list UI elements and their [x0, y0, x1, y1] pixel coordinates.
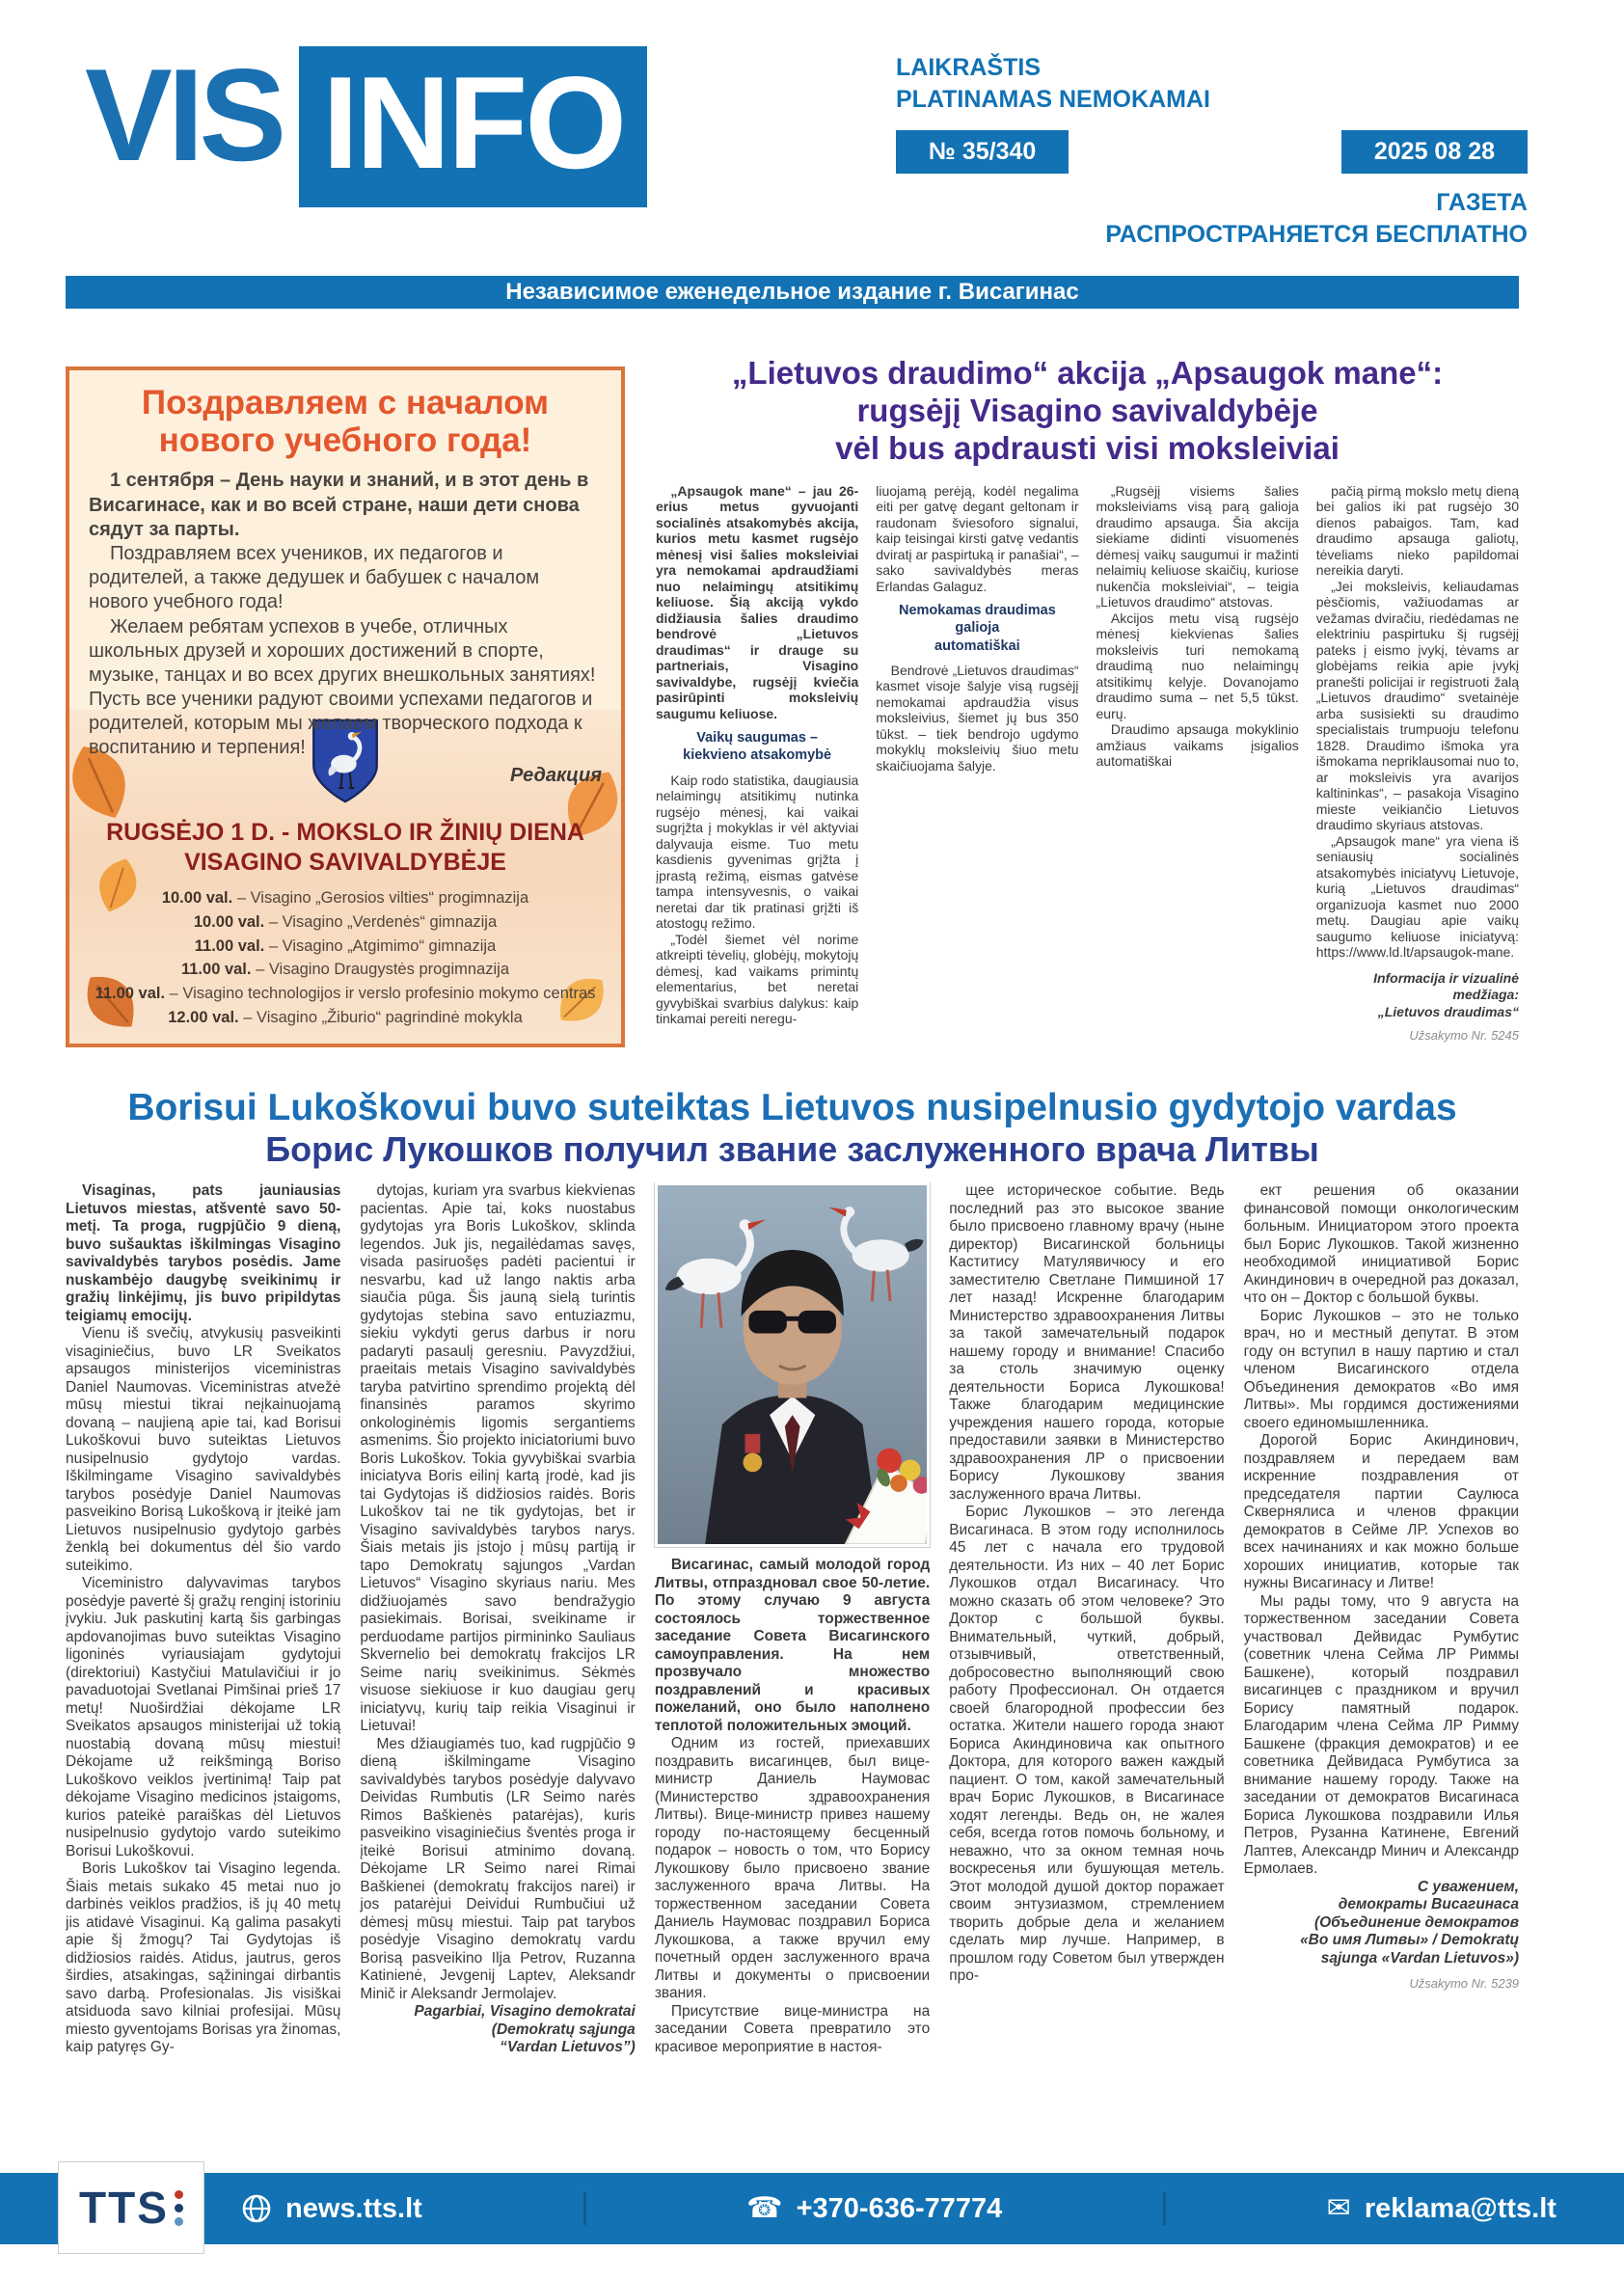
paragraph: „Apsaugok mane“ yra viena iš seniausių socialinės atsakomybės iniciatyvų Lietuvoje, kurią „Lietuvos draudimas“ organizuoja kasmet nuo 2000 metų. Daugiau apie vaikų saugumo keliuose iniciatyvą: https://www.ld.lt/apsaugok-mane.	[1315, 832, 1519, 961]
schedule-school: – Visagino „Verdenės“ gimnazija	[264, 912, 498, 931]
doctor-col5-paragraphs	[1244, 1182, 1519, 1879]
envelope-icon: ✉	[1326, 2191, 1351, 2225]
paragraph: liuojamą perėją, kodėl negalima eiti per gatvę degant geltonam ir raudonam šviesoforo signalui, kaip teisingai kirsti gatvę vedantis dviratį ar paspirtuką ir panašiai“, – sako savivaldybės meras Erlandas Galaguz.	[876, 482, 1079, 594]
globe-icon	[241, 2193, 272, 2224]
tagline-ru-line2: РАСПРОСТРАНЯЕТСЯ БЕСПЛАТНО	[1105, 220, 1528, 248]
footer-divider	[583, 2192, 586, 2225]
credit-line: „Lietuvos draudimas“	[1377, 1003, 1519, 1019]
signature-line: (Объединение демократов	[1313, 1913, 1519, 1931]
paragraph: Борис Лукошков – это не только врач, но и местный депутат. В этом году он вступил в нашу партию и стал членом Висагинского отдела Объединения демократов «Во имя Литвы». Мы гордимся достижениями своего единомышленника.	[1243, 1307, 1519, 1431]
insurance-column-3	[1096, 483, 1299, 1045]
edition-banner: Независимое еженедельное издание г. Висагинас	[66, 276, 1519, 309]
tagline-russian	[896, 187, 1528, 250]
footer-contacts	[241, 2173, 1556, 2244]
date-badge: 2025 08 28	[1341, 130, 1528, 174]
paragraph: „Todėl šiemet vėl norime atkreipti tėvelių, globėjų, mokytojų dėmesį, kad vaikams primintų elementarius, bet neretai gyvybiškai svarbius dalykus: kaip tinkamai pereiti neregu-	[656, 931, 859, 1027]
insurance-subhead-2	[876, 602, 1078, 654]
school-year-greeting-box	[66, 366, 625, 1047]
footer-bar	[0, 2173, 1624, 2244]
schedule-time: 12.00 val.	[168, 1008, 239, 1026]
signature-line: «Во имя Литвы» / Demokratų	[1300, 1932, 1519, 1949]
doctor-column-2	[360, 1182, 635, 2162]
tts-logo	[58, 2161, 204, 2254]
greeting-title-line1: Поздравляем с началом	[141, 384, 550, 421]
insurance-column-1	[656, 483, 858, 1045]
insurance-headline-line1: „Lietuvos draudimo“ akcija „Apsaugok mane“:	[731, 355, 1444, 391]
doctor-col2-paragraphs	[360, 1182, 635, 2003]
doctor-columns	[66, 1182, 1519, 2162]
paragraph: Viceministro dalyvavimas tarybos posėdyje pavertė šį gražų renginį istoriniu įvykiu. Juk paskutinį kartą šis garbingas apdovanojimas buvo suteiktas Visagino ligoninės vyriausiajam gydytojui (direktoriui) Kastyčiui Matulavičiui ir jo pavaduotojai Svetlanai Pimšinai prieš 17 metų! Nuoširdžiai dėkojame LR Sveikatos apsaugos ministerijai už tokią nuostabią dovaną mūsų miestui! Dėkojame už reikšmingą Boriso Lukoškovo veiklos įvertinimą! Taip pat dėkojame Visagino medicinos įstaigoms, kurios pateikė paraiškas dėl Lietuvos nusipelnusio gydytojo vardo suteikimo Borisui Lukoškovui.	[66, 1575, 341, 1859]
greeting-title-line2: нового учебного года!	[158, 421, 532, 460]
doctor-column-5	[1244, 1182, 1519, 2162]
credit-line: Informacija ir vizualinė medžiaga:	[1373, 969, 1519, 1003]
badge-row	[896, 130, 1528, 174]
doctor-headline-lithuanian: Borisui Lukoškovui buvo suteiktas Lietuvos nusipelnusio gydytojo vardas	[127, 1088, 1457, 1128]
paragraph: Поздравляем всех учеников, их педагогов и родителей, а также дедушек и бабушек с началом нового учебного года!	[89, 542, 540, 613]
paragraph: Присутствие вице-министра на заседании Совета превратило это красивое мероприятие в настоя-	[654, 2002, 931, 2055]
schedule-item	[69, 982, 621, 1006]
signature-line: С уважением,	[1417, 1878, 1519, 1895]
order-number: Užsakymo Nr. 5245	[1409, 1028, 1519, 1044]
greeting-lead-paragraph: 1 сентября – День науки и знаний, и в этот день в Висагинасе, как и во всей стране, наши дети снова сядут за парты.	[89, 470, 589, 540]
insurance-article	[656, 355, 1519, 1071]
greeting-title	[89, 384, 602, 459]
paragraph: Draudimo apsauga mokyklinio amžiaus vaikams įsigalios automatiškai	[1096, 721, 1299, 770]
tagline-lithuanian	[896, 52, 1528, 115]
email-contact	[1327, 2193, 1556, 2225]
logo-info-box: INFO	[299, 46, 647, 207]
signature-line: демократы Висагинаса	[1338, 1896, 1519, 1913]
schedule-school: – Visagino „Atgimimo“ gimnazija	[264, 936, 497, 955]
logo-vis-text: VIS	[85, 41, 283, 188]
phone-text: +370-636-77774	[796, 2192, 1003, 2224]
order-number: Užsakymo Nr. 5239	[1409, 1976, 1519, 1992]
paragraph: Kaip rodo statistika, daugiausia nelaimingų atsitikimų nutinka rugsėjo mėnesį, kai vaikai sugrįžta į mokyklas ir vėl aktyviai dalyvauja eisme. Tuo metu kasdienis gyvenimas grįžta į įprastą režimą, eismas gatvėse tampa intensyvesnis, o vaikai neretai dar tik pratinasi grįžti iš atostogų režimo.	[656, 772, 859, 932]
newspaper-logo	[85, 41, 647, 207]
paragraph: Одним из гостей, приехавших поздравить висагинцев, был вице-министр Даниель Наумовас (Министерство здравоохранения Литвы). Вице-министр привез нашему городу по-настоящему бесценный подарок – новость о том, что Борису Лукошкову было присвоено звание заслуженного врача Литвы. На торжественном заседании Совета Даниель Наумовас поздравил Бориса Лукошкова, а также вручил ему почетный орден заслуженного врача Литвы и документы о присвоении звания.	[654, 1735, 931, 2002]
issue-number-badge: № 35/340	[896, 130, 1069, 174]
schedule-time: 10.00 val.	[193, 912, 265, 931]
insurance-columns	[656, 483, 1519, 1045]
schedule-item	[69, 886, 621, 910]
russian-signature-block	[1244, 1879, 1519, 1968]
doctor-headline-russian: Борис Лукошков получил звание заслуженного врача Литвы	[265, 1128, 1319, 1169]
tagline-lt-line1: LAIKRAŠTIS	[896, 54, 1041, 81]
website-text: news.tts.lt	[285, 2192, 422, 2224]
doctor-article	[66, 1088, 1519, 2162]
phone-icon: ☎	[746, 2191, 783, 2225]
paragraph: „Rugsėjį visiems šalies moksleiviams visą parą galioja draudimo apsauga. Šia akcija siekiame didinti visuomenės dėmesį vaikų saugumui ir mažinti nelaimių keliuose skaičių, kuriose nukenčia moksleiviai“, – teigia „Lietuvos draudimo“ atstovas.	[1096, 482, 1299, 610]
schedule-school: – Visagino „Žiburio“ pagrindinė mokykla	[238, 1008, 523, 1026]
insurance-lead: „Apsaugok mane“ – jau 26-erius metus gyvuojanti socialinės atsakomybės akcija, kurios metu kasmet rugsėjo mėnesį visi šalies moksleiviai yra nemokamai apdraudžiami nuo nelaimingų atsitikimų keliuose. Šią akciją vykdo didžiausia šalies draudimo bendrovė „Lietuvos draudimas“ ir drauge su partneriais, Visagino savivaldybe, rugsėjį kviečia pasirūpinti moksleivių saugumu keliuose.	[656, 482, 859, 721]
doctor-col3-paragraphs	[655, 1735, 930, 2056]
schedule-time: 11.00 val.	[95, 985, 166, 1002]
schedule-item	[69, 1006, 621, 1030]
doctor-col4-paragraphs	[949, 1182, 1224, 1986]
insurance-credit	[1316, 970, 1519, 1021]
masthead-right	[896, 52, 1528, 250]
greeting-text	[69, 370, 621, 787]
lithuanian-signature-block	[360, 2003, 635, 2057]
schedule-time: 10.00 val.	[161, 889, 233, 907]
greeting-paragraphs	[89, 542, 602, 761]
paragraph: Bendrovė „Lietuvos draudimas“ kasmet visoje šalyje visą rugsėjį nemokamai apdraudžia visus moksleivius, šiemet jų bus 350 tūkst. – tiek bendrojo ugdymo mokyklų moksleivių šiuo metu skaičiuojama šalyje.	[876, 662, 1079, 773]
paragraph: Дорогой Борис Акиндинович, поздравляем и передаем вам искренние поздравления от председателя партии Саулюса Сквернялиса и членов фракции демократов в Сейме ЛР. Успехов во всех начинаниях и как можно больше хороших инициатив, которые так нужны Висагинасу и Литве!	[1243, 1432, 1519, 1592]
email-text: reklama@tts.lt	[1364, 2192, 1556, 2224]
paragraph: Борис Лукошков – это легенда Висагинаса. В этом году исполнилось 45 лет с начала его трудовой деятельности. Из них – 40 лет Борис Лукошков отдал Висагинасу. Что можно сказать об этом человеке? Это Доктор с большой буквы. Внимательный, чуткий, добрый, отзывчивый, ответственный, добросовестно выполняющий свою работу Профессионал. Он отдается своей благородной профессии без остатка. Жители нашего города знают Бориса Акиндиновича как опытного Доктора, для которого важен каждый пациент. О том, какой замечательный врач Борис Лукошков, в Висагинасе ходят легенды. Ведь он, не жалея себя, всегда готов помочь больному, и неважно, что за окном темная ночь воскресенья или бушующая метель. Этот молодой душой доктор поражает своим энтузиазмом, стремлением творить добрые дела и желанием сделать мир лучше. Например, в прошлом году Советом был утвержден про-	[949, 1504, 1225, 1985]
paragraph: Boris Lukoškov tai Visagino legenda. Šiais metais sukako 45 metai nuo jo darbinės veiklos pradžios, iš jų 40 metų jis atidavė Visaginui. Ką galima pasakyti apie šį žmogų? Tai Gydytojas iš didžiosios raidės. Atidus, jautrus, geros širdies, atsakingas, sąžiningai dirbantis savo darbą. Profesionalas. Jis visiškai atsiduoda savo kilniai profesijai. Mūsų miesto gyventojams Borisas yra žinomas, kaip patyręs Gy-	[66, 1860, 341, 2056]
subhead-line: Nemokamas draudimas galioja	[898, 603, 1056, 637]
insurance-column-2	[876, 483, 1078, 1045]
tts-logo-dots	[175, 2190, 183, 2226]
masthead	[85, 41, 1528, 249]
doctor-col1-paragraphs	[66, 1325, 340, 2057]
paragraph: щее историческое событие. Ведь последний раз это высокое звание было присвоено главному врачу (ныне директор) Висагинской больницы Каститису Матулявичюсу и его заместителю Светлане Пимшиной 17 лет назад! Искренне благодарим Министерство здравоохранения Литвы за такой замечательный подарок нашему городу и внимание! Спасибо за столь значимую оценку деятельности Бориса Лукошкова! Также благодарим медицинские учреждения нашего города, которые предоставили заявки в Министерство здравоохранения ЛР о присвоении Борису Лукошкову звания заслуженного врача Литвы.	[949, 1182, 1225, 1503]
paragraph: „Jei moksleivis, keliaudamas pėsčiomis, važiuodamas ar vežamas dviračiu, riedėdamas ne elektriniu paspirtuku šį rugsėjį pateks į eismo įvykį, tėvams ar globėjams reikia apie įvykį pranešti policijai ir registruoti žalą „Lietuvos draudimo“ svetainėje arba susisiekti su draudimo specialistais trumpuoju telefonu 1828. Draudimo išmoka yra išmokama nepriklausomai nuo to, ar moksleivis yra avarijos kaltininkas“, – pasakoja Visagino mieste veikiančio Lietuvos draudimo skyriaus atstovas.	[1315, 578, 1519, 833]
signature-line: Pagarbiai, Visagino demokratai	[414, 2003, 636, 2021]
insurance-column-4	[1316, 483, 1519, 1045]
schedule-heading-line1: RUGSĖJO 1 D. - MOKSLO IR ŽINIŲ DIENA	[106, 819, 584, 846]
insurance-headline	[656, 355, 1519, 468]
schedule-heading	[69, 818, 621, 877]
schedule-list	[69, 886, 621, 1030]
tagline-ru-line1: ГАЗЕТА	[1436, 189, 1528, 216]
paragraph: Akcijos metu visą rugsėjo mėnesį kiekvienas šalies moksleivis turi nemokamą draudimą nuo nelaimingų atsitikimų kelyje. Dovanojamo draudimo suma – net 5,5 tūkst. eurų.	[1096, 610, 1299, 721]
doctor-column-4	[949, 1182, 1224, 2162]
paragraph: ект решения об оказании финансовой помощи онкологическим больным. Инициатором этого проекта был Борис Лукошков. Такой жизненно необходимой инициативой Борис Акиндинович в очередной раз доказал, что он – Доктор с большой буквы.	[1243, 1182, 1519, 1307]
schedule-school: – Visagino technologijos ir verslo profesinio mokymo centras	[165, 985, 596, 1002]
footer-divider	[1163, 2192, 1166, 2225]
signature-line: (Demokratų sąjunga	[491, 2021, 636, 2038]
paragraph: Желаем ребятам успехов в учебе, отличных школьных друзей и хороших достижений в спорте, музыке, танцах и во всех других внешкольных занятиях! Пусть все ученики радуют своими успехами педагогов и родителей, которым мы желаем творческого подхода к воспитанию и терпения!	[89, 615, 596, 759]
greeting-signature: Редакция	[510, 764, 602, 786]
schedule-item	[69, 958, 621, 982]
subhead-line: automatiškai	[934, 638, 1020, 654]
subhead-line: kiekvieno atsakomybė	[683, 747, 832, 764]
paragraph: Мы рады тому, что 9 августа на торжественном заседании Совета участвовал Дейвидас Румбутис (советник члена Сейма ЛР Риммы Башкене), который поздравил висагинцев с праздником и вручил Борису памятный подарок. Благодарим члена Сейма ЛР Римму Башкене (фракция демократов) и ее советника Дейвидаса Румбутиса за внимание нашему городу. Также на заседании от демократов Висагинаса Бориса Лукошкова поздравили Илья Петров, Рузанна Катинене, Евгений Лаптев, Александр Минич и Александр Ермолаев.	[1243, 1592, 1519, 1878]
insurance-col3-paragraphs	[1096, 483, 1299, 770]
doctor-column-1	[66, 1182, 340, 2162]
schedule-item	[69, 910, 621, 935]
photo-illustration	[658, 1185, 927, 1544]
schedule-heading-line2: VISAGINO SAVIVALDYBĖJE	[184, 848, 506, 876]
insurance-col4-paragraphs	[1316, 483, 1519, 961]
tts-logo-text: TTS	[79, 2183, 169, 2233]
signature-line: “Vardan Lietuvos”)	[500, 2039, 636, 2056]
paragraph: Mes džiaugiamės tuo, kad rugpjūčio 9 dieną iškilmingame Visagino savivaldybės tarybos posėdyje dalyvavo Deividas Rumbutis (LR Seimo narės Rimos Baškienės patarėjas), kuris pasveikino visaginiečius šventės proga ir įteikė Borisui atminimo dovaną. Dėkojame LR Seimo narei Rimai Baškienei (demokratų frakcijos narei) ir jos patarėjui Deividui Rumbučiui už dėmesį mūsų miestui. Taip pat tarybos posėdyje Visagino demokratų vardu Borisą pasveikino Ilja Petrov, Ruzanna Katinienė, Jevgenij Laptev, Aleksandr Minič ir Aleksandr Jermolajev.	[360, 1735, 636, 2002]
schedule-time: 11.00 val.	[194, 936, 265, 955]
paragraph: dytojas, kuriam yra svarbus kiekvienas pacientas. Apie tai, koks nuostabus gydytojas yra Boris Lukoškov, sklinda legendos. Juk jis, negailėdamas savęs, visada pasiruošęs padėti pacientui ir nesvarbu, kad už lango naktis arba siaučia pūga. Šis jauną sielą turintis gydytojas stebina savo entuziazmu, siekiu vykdyti gerus darbus ir noru padaryti pasaulį geresniu. Pavyzdžiui, praeitais metais Visagino savivaldybės taryba patvirtino sprendimo projektą dėl finansinės paramos skyrimo onkologinėmis ligomis sergantiems asmenims. Šio projekto iniciatoriumi buvo Boris Lukoškov. Tokia gyvybiškai svarbia iniciatyva Boris eilinį kartą įrodė, kad jis tai Gydytojas iš didžiosios raidės. Boris Lukoškov tai ne tik gydytojas, bet ir Visagino savivaldybės tarybos narys. Šiais metais jis įstojo į mūsų partiją ir tapo Demokratų sąjungos „Vardan Lietuvos“ Visagino skyriaus nariu. Mes didžiuojamės savo bendražygio pasiekimais. Borisai, sveikiname ir perduodame partijos pirmininko Sauliaus Skvernelio bei demokratų frakcijos LR Seime narių sveikinimus. Sėkmės visuose siekiuose ir kuo daugiau gerų iniciatyvų, kurių taip reikia Visaginui ir Lietuvai!	[360, 1182, 636, 1735]
subhead-line: Vaikų saugumas –	[696, 730, 818, 746]
doctor-lead-russian: Висагинас, самый молодой город Литвы, отпраздновал свое 50-летие. По этому случаю 9 августа состоялось торжественное заседание Совета Висагинского самоуправления. На нем прозвучало множество поздравлений и красивых пожеланий, оно было наполнено теплотой положительных эмоций.	[654, 1557, 931, 1734]
schedule-time: 11.00 val.	[180, 961, 252, 979]
insurance-subhead-1	[656, 729, 858, 764]
boris-lukoskov-photo	[655, 1182, 930, 1547]
insurance-headline-line2: rugsėjį Visagino savivaldybėje	[856, 392, 1318, 428]
insurance-col1-paragraphs	[656, 773, 858, 1027]
paragraph: pačią pirmą mokslo metų dieną bei galios iki pat rugsėjo 30 dienos pabaigos. Tam, kad draudimo apsauga galiotų, tėveliams nieko papildomai nereikia daryti.	[1315, 482, 1519, 579]
website-contact	[241, 2193, 422, 2225]
schedule-school: – Visagino „Gerosios vilties“ progimnazija	[232, 889, 529, 907]
insurance-headline-line3: vėl bus apdrausti visi moksleiviai	[835, 429, 1340, 466]
phone-contact	[746, 2193, 1002, 2225]
signature-line: sąjunga «Vardan Lietuvos»)	[1320, 1949, 1519, 1967]
doctor-lead-lithuanian: Visaginas, pats jauniausias Lietuvos miestas, atšventė savo 50-metį. Ta proga, rugpjūčio 9 dieną, buvo sušauktas iškilmingas Visagino savivaldybės tarybos posėdis. Jame nuskambėjo daugybę sveikinimų ir gražių linkėjimų, jis buvo pripildytas teigiamų emocijų.	[66, 1182, 341, 1324]
schedule-item	[69, 935, 621, 959]
doctor-column-3	[655, 1182, 930, 2162]
schedule-school: – Visagino Draugystės progimnazija	[251, 961, 509, 979]
tagline-lt-line2: PLATINAMAS NEMOKAMAI	[896, 85, 1210, 113]
paragraph: Vienu iš svečių, atvykusių pasveikinti visaginiečius, buvo LR Sveikatos apsaugos ministerijos viceministras Daniel Naumovas. Viceministras atvežė mūsų miestui tikrai neįkainuojamą dovaną – naujieną apie tai, kad Borisui Lukoškovui buvo suteiktas Lietuvos nusipelnusio gydytojo vardas. Iškilmingame Visagino savivaldybės tarybos posėdyje Daniel Naumovas pasveikino Borisą Lukoškovą ir įteikė jam Lietuvos nusipelnusio gydytojo garbės ženklą bei dokumentus dėl šio vardo suteikimo.	[66, 1325, 341, 1574]
